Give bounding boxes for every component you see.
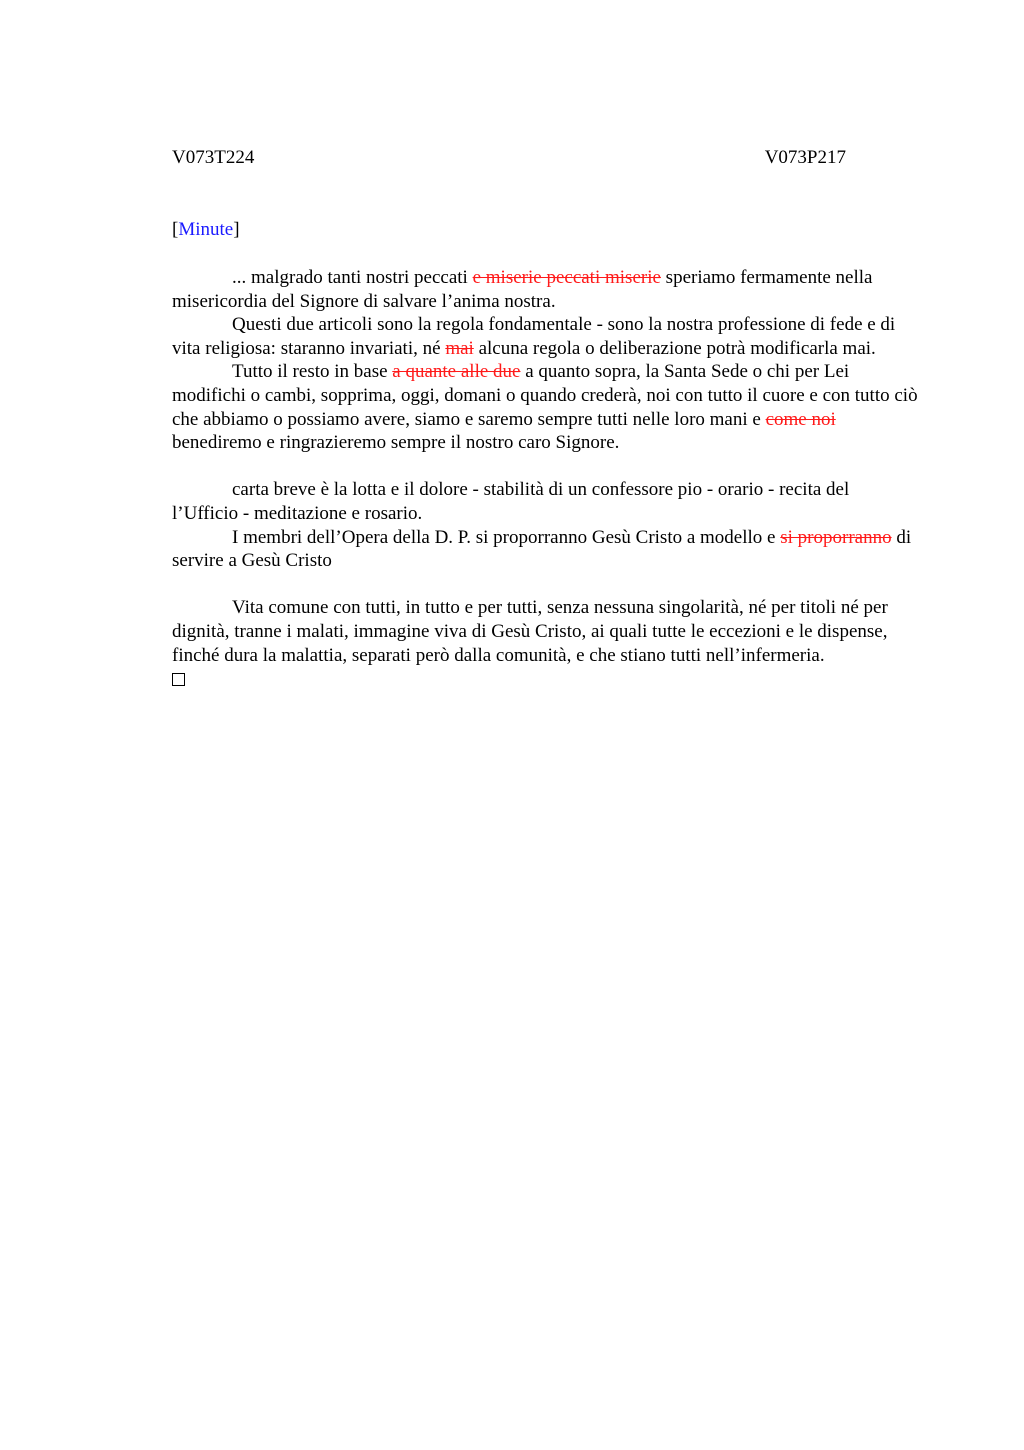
paragraph-3 [172,360,920,454]
deleted-text: a quante alle due [392,361,521,383]
paragraph-gap [172,573,920,597]
text-run: a quanto sopra, la Santa Sede o chi per Lei modifichi o cambi, sopprima, oggi, domani o quando crederà, noi con tutto il cuore e con tutto ciò che abbiamo o possiamo avere, siamo e saremo sempre tutti nelle loro mani e [172,361,918,430]
paragraph-2 [172,313,920,360]
text-run: alcuna regola o deliberazione potrà modificarla mai. [473,337,876,359]
deleted-text: si proporranno [780,526,892,548]
text-run: Tutto il resto in base [232,361,393,383]
text-run: Vita comune con tutti, in tutto e per tutti, senza nessuna singolarità, né per titoli né per dignità, tranne i malati, immagine viva di Gesù Cristo, ai quali tutte le eccezioni e le dispense, finché dura la malattia, separati però dalla comunità, e che stiano tutti nell’infermeria. [172,597,888,666]
paragraph-4 [172,478,920,525]
deleted-text: come noi [765,408,836,430]
text-run: Questi due articoli sono la regola fondamentale - sono la nostra professione di fede e di vita religiosa: staranno invariati, né [172,314,896,359]
deleted-text: mai [445,337,474,359]
section-label [172,218,240,242]
end-of-document-box-icon [172,667,920,693]
volume-text-code: V073T224 [172,147,255,168]
volume-page-code: V073P217 [764,147,846,168]
text-run: benediremo e ringrazieremo sempre il nostro caro Signore. [172,432,620,454]
text-run: ... malgrado tanti nostri peccati [232,267,473,288]
text-run: carta breve è la lotta e il dolore - stabilità di un confessore pio - orario - recita del l’Ufficio - meditazione e rosario. [172,479,850,524]
paragraph-6 [172,596,920,667]
document-header [172,146,846,170]
close-bracket: ] [233,219,240,240]
document-body [172,266,920,693]
text-run: I membri dell’Opera della D. P. si proporranno Gesù Cristo a modello e [232,526,781,548]
text-run: di servire a Gesù Cristo [172,526,912,572]
text-run: speriamo fermamente nella misericordia del Signore di salvare l’anima nostra. [172,267,873,312]
deleted-text: e miserie peccati miserie [472,267,661,288]
paragraph-gap [172,455,920,479]
paragraph-5 [172,526,920,573]
open-bracket: [ [172,219,179,240]
minute-label: Minute [178,219,234,240]
paragraph-1 [172,266,920,313]
